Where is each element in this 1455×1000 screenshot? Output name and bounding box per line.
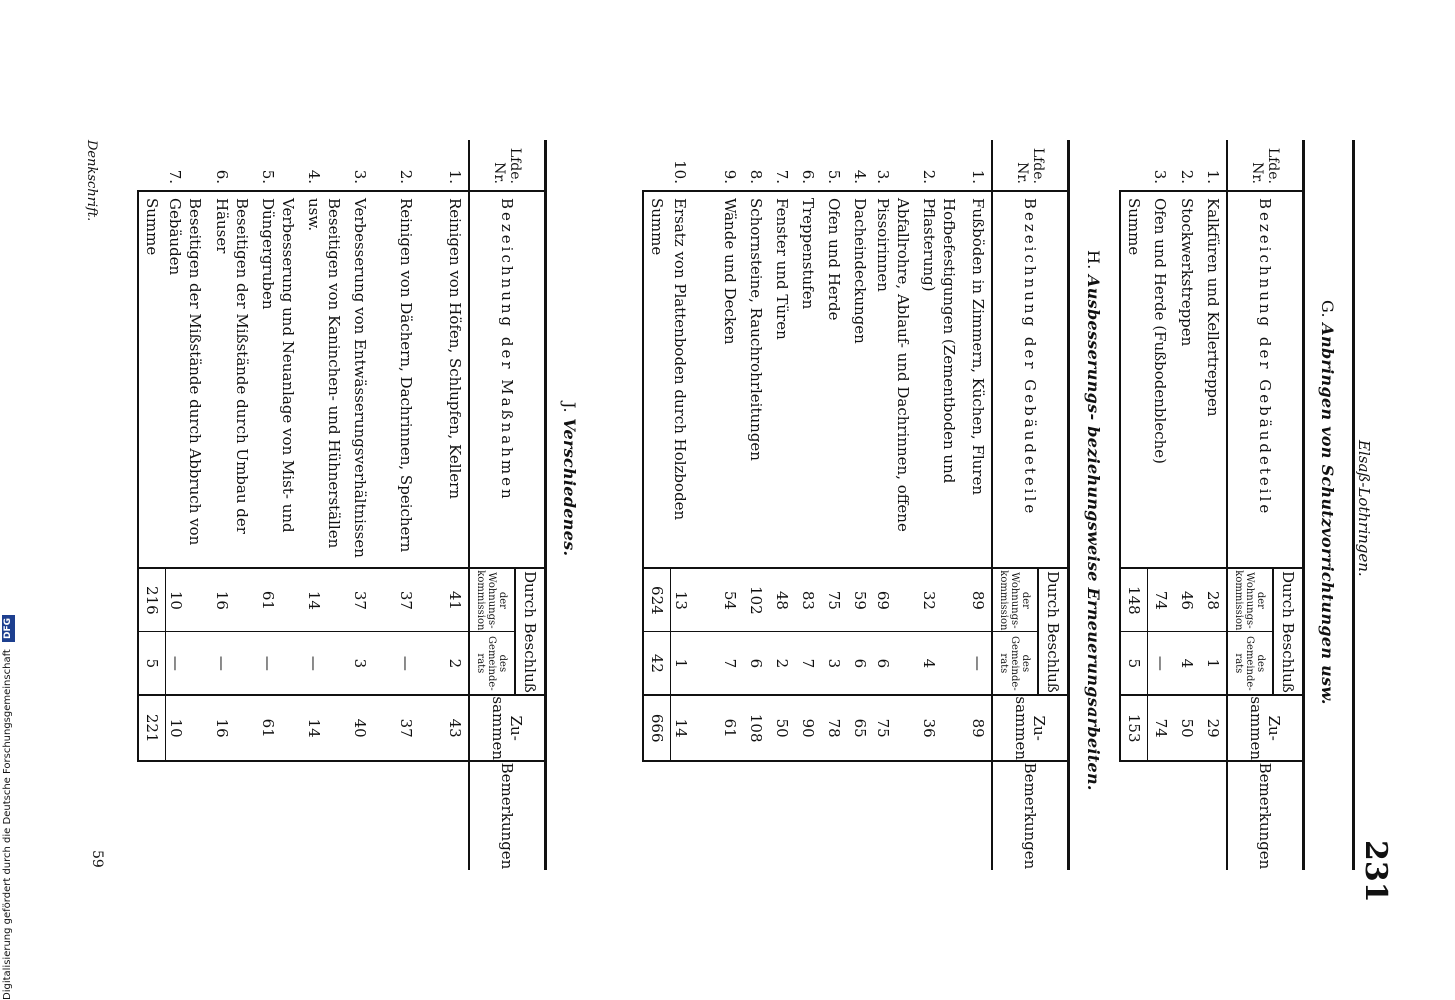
value-total: 43 <box>442 695 469 761</box>
row-remarks <box>304 761 350 870</box>
value-total: 61 <box>258 695 304 761</box>
column-header-total: Zu-sammen <box>992 695 1069 761</box>
table-row <box>769 140 795 870</box>
table-row <box>396 140 442 870</box>
row-number: 2. <box>920 169 938 184</box>
column-header-nr: Lfde. Nr. <box>469 140 546 191</box>
value-housing-commission: 61 <box>259 590 277 610</box>
row-remarks <box>166 761 213 870</box>
column-header-description: Bezeichnung der Gebäudeteile <box>1227 191 1304 568</box>
row-description-text: Treppenstufen <box>799 198 817 310</box>
table-row <box>873 140 919 870</box>
section-h-letter: H. <box>1084 250 1103 270</box>
sum-row-number <box>138 140 166 191</box>
value-total: 14 <box>304 695 350 761</box>
sum-row-number <box>1120 140 1148 191</box>
table-row <box>919 140 965 870</box>
table-row <box>795 140 821 870</box>
value-municipal-council: — <box>258 632 304 696</box>
row-remarks <box>743 761 769 870</box>
table-row <box>965 140 992 870</box>
row-description <box>965 191 992 568</box>
column-header-municipal-council: des Gemeinde-rats <box>1227 632 1273 696</box>
sum-housing-commission: 624 <box>643 568 671 632</box>
value-municipal-council: 1 <box>671 632 718 696</box>
row-remarks <box>258 761 304 870</box>
value-housing-commission: 46 <box>1178 590 1196 610</box>
sum-municipal-council: 42 <box>643 632 671 696</box>
column-header-housing-commission: der Wohnungs-kommission <box>469 568 515 632</box>
dfg-credit-bar <box>0 560 16 1000</box>
row-number: 7. <box>773 169 791 184</box>
table-row <box>743 140 769 870</box>
row-number: 4. <box>305 169 323 184</box>
value-total: 40 <box>350 695 396 761</box>
value-total: 14 <box>671 695 718 761</box>
sum-municipal-council: 5 <box>138 632 166 696</box>
row-description-text: Verbesserung und Neuanlage von Mist- und Düngergruben <box>259 198 297 533</box>
row-description-text: Beseitigen der Mißstände durch Abbruch von Gebäuden <box>166 198 205 546</box>
row-remarks <box>350 761 396 870</box>
row-description-text: Abfallrohre, Ablauf- und Dachrinnen, offene Pissoirinnen <box>874 198 912 532</box>
sum-label <box>1120 191 1148 568</box>
value-municipal-council: 2 <box>442 632 469 696</box>
value-municipal-council: — <box>304 632 350 696</box>
row-description-text: Beseitigen der Mißstände durch Umbau der Häuser <box>213 198 251 534</box>
row-remarks <box>212 761 258 870</box>
value-housing-commission: 37 <box>397 590 415 610</box>
value-municipal-council: — <box>1148 632 1175 696</box>
row-remarks <box>717 761 743 870</box>
row-number: 6. <box>213 169 231 184</box>
row-description-text: Verbesserung von Entwässerungsverhältnissen <box>351 198 369 558</box>
table-section-g <box>1119 140 1305 870</box>
table-row <box>166 140 213 870</box>
row-number: 5. <box>825 169 843 184</box>
value-total: 65 <box>847 695 873 761</box>
sum-label-text: Summe <box>648 198 666 256</box>
value-total: 78 <box>821 695 847 761</box>
row-number: 10. <box>671 160 690 184</box>
row-description-text: Fenster und Türen <box>773 198 791 340</box>
value-total: 16 <box>212 695 258 761</box>
row-description-text: Fußböden in Zimmern, Küchen, Fluren <box>969 198 987 496</box>
column-header-remarks: Bemerkungen <box>1227 761 1304 870</box>
sum-total: 666 <box>643 695 671 761</box>
value-municipal-council: 3 <box>821 632 847 696</box>
row-remarks <box>769 761 795 870</box>
row-number: 3. <box>351 169 369 184</box>
column-header-description: Bezeichnung der Gebäudeteile <box>992 191 1069 568</box>
running-head: Elsaß-Lothringen. <box>1355 440 1373 577</box>
column-header-nr: Lfde. Nr. <box>992 140 1069 191</box>
value-housing-commission: 16 <box>213 590 231 610</box>
row-description-text: Ersatz von Plattenboden durch Holzboden <box>671 198 690 521</box>
section-j-letter: J. <box>560 402 579 413</box>
sum-total: 153 <box>1120 695 1148 761</box>
sum-municipal-council: 5 <box>1120 632 1148 696</box>
row-number: 5. <box>259 169 277 184</box>
row-description <box>795 191 821 568</box>
row-remarks <box>1174 761 1200 870</box>
row-remarks <box>873 761 919 870</box>
value-total: 10 <box>166 695 213 761</box>
row-description <box>1200 191 1227 568</box>
value-housing-commission: 54 <box>721 590 739 610</box>
row-number: 2. <box>397 169 415 184</box>
value-municipal-council: — <box>166 632 213 696</box>
row-description-text: Wände und Decken <box>721 198 739 345</box>
row-description <box>350 191 396 568</box>
sum-remarks <box>138 761 166 870</box>
sum-row <box>643 140 671 870</box>
row-remarks <box>1148 761 1175 870</box>
value-housing-commission: 14 <box>305 590 323 610</box>
row-description-text: Reinigen von Höfen, Schlupfen, Kellern <box>446 198 464 500</box>
value-total: 29 <box>1200 695 1227 761</box>
row-description <box>717 191 743 568</box>
row-number: 3. <box>1151 169 1170 184</box>
row-number: 9. <box>721 169 739 184</box>
row-description <box>743 191 769 568</box>
row-description-text: Ofen und Herde <box>825 198 843 321</box>
row-description-text: Reinigen von Dächern, Dachrinnen, Speichern <box>397 198 415 553</box>
table-row <box>821 140 847 870</box>
section-g-letter: G. <box>1318 300 1337 318</box>
sum-total: 221 <box>138 695 166 761</box>
row-description <box>769 191 795 568</box>
dfg-credit-text: Digitalisierung gefördert durch die Deutsche Forschungsgemeinschaft <box>2 649 13 1000</box>
column-header-municipal-council: des Gemeinde-rats <box>992 632 1038 696</box>
dfg-logo: DFG <box>2 615 15 642</box>
row-description <box>873 191 919 568</box>
value-housing-commission: 28 <box>1204 590 1222 610</box>
table-row <box>258 140 304 870</box>
value-housing-commission: 59 <box>851 590 869 610</box>
column-header-resolution: Durch Beschluß <box>515 568 546 695</box>
row-description <box>1174 191 1200 568</box>
value-municipal-council: 1 <box>1200 632 1227 696</box>
row-number: 3. <box>874 169 892 184</box>
value-housing-commission: 102 <box>747 586 765 615</box>
column-header-resolution: Durch Beschluß <box>1273 568 1304 695</box>
section-j-title <box>560 402 579 556</box>
column-header-total: Zu-sammen <box>469 695 546 761</box>
column-header-nr: Lfde. Nr. <box>1227 140 1304 191</box>
row-description <box>258 191 304 568</box>
value-municipal-council: 2 <box>769 632 795 696</box>
sum-remarks <box>1120 761 1148 870</box>
page-number: 231 <box>1358 840 1393 903</box>
sum-housing-commission: 148 <box>1120 568 1148 632</box>
row-description <box>396 191 442 568</box>
value-municipal-council: 4 <box>919 632 965 696</box>
row-remarks <box>847 761 873 870</box>
value-housing-commission: 75 <box>825 590 843 610</box>
value-housing-commission: 89 <box>969 590 987 610</box>
column-header-municipal-council: des Gemeinde-rats <box>469 632 515 696</box>
value-municipal-council: — <box>212 632 258 696</box>
table-section-j <box>137 140 547 870</box>
table-row <box>304 140 350 870</box>
table-row <box>847 140 873 870</box>
row-remarks <box>442 761 469 870</box>
row-description <box>304 191 350 568</box>
table-row <box>1148 140 1175 870</box>
section-h-heading: Ausbesserungs- beziehungsweise Erneuerungsarbeiten. <box>1084 275 1103 791</box>
row-number: 1. <box>969 169 987 184</box>
column-header-description: Bezeichnung der Maßnahmen <box>469 191 546 568</box>
value-municipal-council: — <box>396 632 442 696</box>
value-total: 36 <box>919 695 965 761</box>
row-description-text: Hofbefestigungen (Zementboden und Pflasterung) <box>920 198 958 484</box>
section-g-heading: Anbringen von Schutzvorrichtungen usw. <box>1318 323 1337 705</box>
sum-row <box>138 140 166 870</box>
column-header-housing-commission: der Wohnungs-kommission <box>1227 568 1273 632</box>
column-header-resolution: Durch Beschluß <box>1038 568 1069 695</box>
sum-label <box>138 191 166 568</box>
value-housing-commission: 83 <box>799 590 817 610</box>
row-remarks <box>1200 761 1227 870</box>
row-description <box>847 191 873 568</box>
sum-label-text: Summe <box>1125 198 1143 256</box>
value-total: 108 <box>743 695 769 761</box>
row-description-text: Ofen und Herde (Fußbodenbleche) <box>1151 198 1170 465</box>
value-total: 90 <box>795 695 821 761</box>
value-municipal-council: 7 <box>717 632 743 696</box>
sum-remarks <box>643 761 671 870</box>
row-description <box>166 191 213 568</box>
value-municipal-council: 6 <box>873 632 919 696</box>
value-total: 50 <box>769 695 795 761</box>
footer-left: Denkschrift. <box>84 140 99 222</box>
table-row <box>1174 140 1200 870</box>
value-housing-commission: 32 <box>920 590 938 610</box>
row-description-text: Dacheindeckungen <box>851 198 869 344</box>
row-number: 4. <box>851 169 869 184</box>
table-row <box>442 140 469 870</box>
value-housing-commission: 10 <box>167 590 185 610</box>
sum-row-number <box>643 140 671 191</box>
row-description <box>1148 191 1175 568</box>
value-municipal-council: 6 <box>847 632 873 696</box>
value-municipal-council: 4 <box>1174 632 1200 696</box>
row-description <box>919 191 965 568</box>
row-remarks <box>821 761 847 870</box>
row-description <box>442 191 469 568</box>
sum-label-text: Summe <box>143 198 161 256</box>
value-municipal-council: — <box>965 632 992 696</box>
value-housing-commission: 37 <box>351 590 369 610</box>
row-description-text: Schornsteine, Rauchrohrleitungen <box>747 198 765 461</box>
row-number: 2. <box>1178 169 1196 184</box>
value-housing-commission: 74 <box>1152 590 1170 610</box>
row-remarks <box>795 761 821 870</box>
sum-housing-commission: 216 <box>138 568 166 632</box>
row-remarks <box>919 761 965 870</box>
row-remarks <box>671 761 718 870</box>
table-row <box>717 140 743 870</box>
section-g-title <box>1318 300 1337 705</box>
sum-label <box>643 191 671 568</box>
column-header-remarks: Bemerkungen <box>992 761 1069 870</box>
row-number: 6. <box>799 169 817 184</box>
value-total: 75 <box>873 695 919 761</box>
value-housing-commission: 69 <box>874 590 892 610</box>
value-housing-commission: 13 <box>672 590 690 610</box>
sum-row <box>1120 140 1148 870</box>
value-total: 37 <box>396 695 442 761</box>
row-remarks <box>965 761 992 870</box>
value-municipal-council: 3 <box>350 632 396 696</box>
section-j-heading: Verschiedenes. <box>560 418 579 557</box>
row-description <box>212 191 258 568</box>
table-row <box>212 140 258 870</box>
table-row <box>1200 140 1227 870</box>
row-description-text: Kalkfüren und Kellertreppen <box>1204 198 1222 417</box>
section-h-title <box>1084 250 1103 791</box>
value-total: 74 <box>1148 695 1175 761</box>
column-header-remarks: Bemerkungen <box>469 761 546 870</box>
row-description-text: Stockwerkstreppen <box>1178 198 1196 347</box>
row-number: 1. <box>446 169 464 184</box>
column-header-total: Zu-sammen <box>1227 695 1304 761</box>
value-municipal-council: 7 <box>795 632 821 696</box>
top-rule <box>1352 140 1355 870</box>
footer-page-number: 59 <box>89 850 105 868</box>
value-municipal-council: 6 <box>743 632 769 696</box>
row-remarks <box>396 761 442 870</box>
row-description <box>821 191 847 568</box>
value-total: 61 <box>717 695 743 761</box>
table-section-h <box>642 140 1070 870</box>
row-number: 8. <box>747 169 765 184</box>
value-housing-commission: 41 <box>446 590 464 610</box>
value-housing-commission: 48 <box>773 590 791 610</box>
column-header-housing-commission: der Wohnungs-kommission <box>992 568 1038 632</box>
row-description <box>671 191 718 568</box>
value-total: 50 <box>1174 695 1200 761</box>
row-description-text: Beseitigen von Kaninchen- und Hühnerställen usw. <box>305 198 343 549</box>
table-row <box>671 140 718 870</box>
value-total: 89 <box>965 695 992 761</box>
row-number: 1. <box>1204 169 1222 184</box>
table-row <box>350 140 396 870</box>
row-number: 7. <box>166 169 185 184</box>
